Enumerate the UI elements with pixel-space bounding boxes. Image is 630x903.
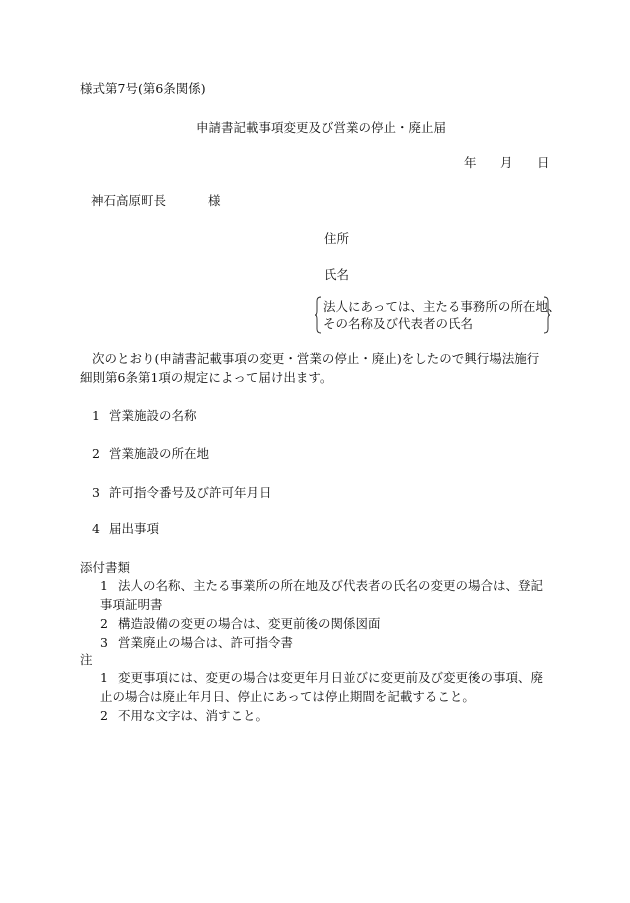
item-label: 許可指令番号及び許可年月日 [109,485,272,500]
attachment-item: 2 構造設備の変更の場合は、変更前後の関係図面 [100,616,381,631]
date-month-label: 月 [500,155,513,170]
notes-list [80,668,550,725]
date-year-label: 年 [464,155,477,170]
item-label: 届出事項 [109,521,160,536]
attachment-item: 3 営業廃止の場合は、許可指令書 [100,635,294,650]
address-label: 住所 [324,231,350,246]
document-title: 申請書記載事項変更及び営業の停止・廃止届 [196,120,447,135]
body-text: 次のとおり(申請書記載事項の変更・営業の停止・廃止)をしたので興行場法施行細則第6条第1項の規定によって届け出ます。 [80,351,540,385]
note-item: 1 変更事項には、変更の場合は変更年月日並びに変更前及び変更後の事項、廃止の場合は廃止年月日、停止にあっては停止期間を記載すること。 [100,670,544,704]
date-day-label: 日 [537,155,550,170]
corporate-note-bracket [315,296,561,334]
corporate-note-line2: その名称及び代表者の氏名 [323,316,474,331]
item-number: 1 [92,408,100,423]
note-item: 2 不用な文字は、消すこと。 [100,708,269,723]
form-label: 様式第7号(第6条関係) [80,81,206,96]
notes-heading: 注 [80,652,93,667]
corporate-note-line1: 法人にあっては、主たる事務所の所在地、 [323,299,561,314]
recipient-honorific: 様 [208,193,221,208]
item-permit-number [92,487,272,500]
attachments-list [80,576,550,652]
item-number: 4 [92,521,100,536]
attachments-heading: 添付書類 [80,560,131,575]
item-label: 営業施設の所在地 [109,446,210,461]
item-number: 2 [92,446,100,461]
item-number: 3 [92,485,100,500]
attachment-item: 1 法人の名称、主たる事業所の所在地及び代表者の氏名の変更の場合は、登記事項証明書 [100,578,544,612]
item-facility-location [92,448,209,461]
name-label: 氏名 [324,267,350,282]
item-label: 営業施設の名称 [109,408,197,423]
item-facility-name [92,410,197,423]
recipient-name: 神石高原町長 [91,193,167,208]
item-notification-matters [92,523,159,536]
